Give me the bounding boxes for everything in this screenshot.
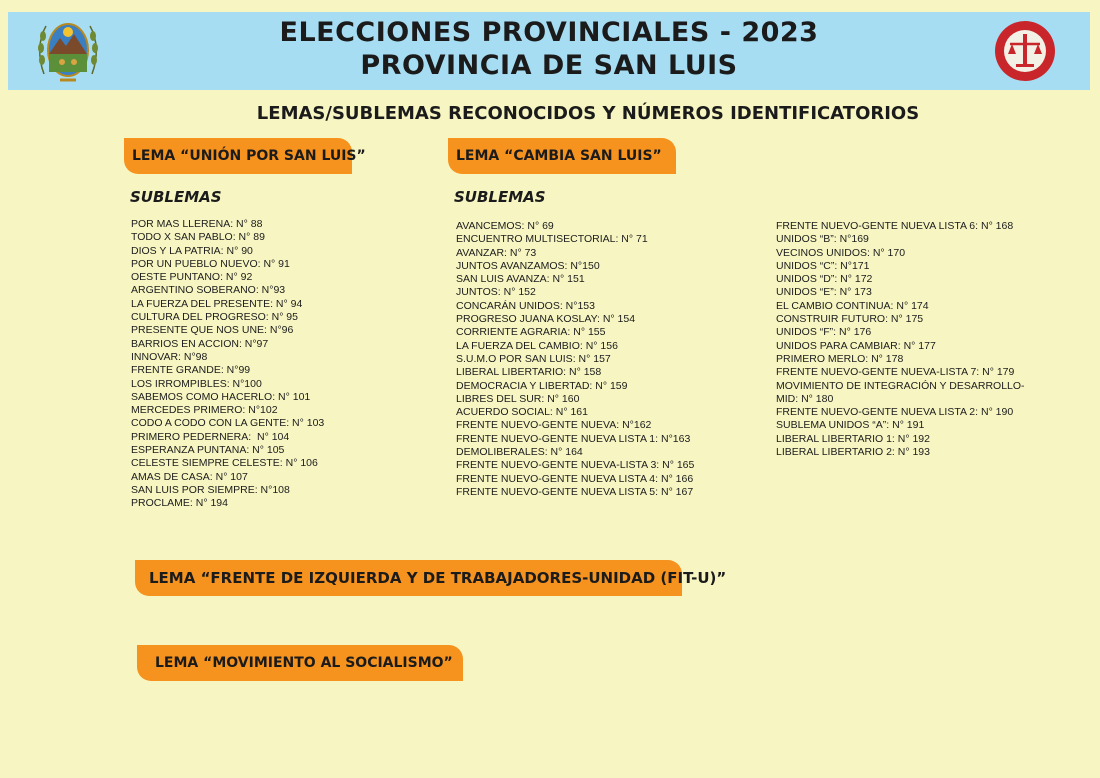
list-item: EL CAMBIO CONTINUA: N° 174 <box>776 299 929 312</box>
list-item: ENCUENTRO MULTISECTORIAL: N° 71 <box>456 233 648 246</box>
poder-judicial-seal-icon <box>994 20 1056 82</box>
list-item: MERCEDES PRIMERO: N°102 <box>131 404 278 417</box>
list-item: TODO X SAN PABLO: N° 89 <box>131 231 265 244</box>
list-item: CORRIENTE AGRARIA: N° 155 <box>456 326 606 339</box>
list-item: UNIDOS PARA CAMBIAR: N° 177 <box>776 339 936 352</box>
list-item: FRENTE NUEVO-GENTE NUEVA-LISTA 7: N° 179 <box>776 366 1015 379</box>
sublemas-list-cambia-col1 <box>456 220 694 499</box>
list-item: SAN LUIS POR SIEMPRE: N°108 <box>131 483 290 496</box>
list-item: PRESENTE QUE NOS UNE: N°96 <box>131 324 294 337</box>
list-item: UNIDOS “D”: N° 172 <box>776 273 873 286</box>
list-item: AVANZAR: N° 73 <box>456 246 537 259</box>
list-item: SUBLEMA UNIDOS “A”: N° 191 <box>776 419 925 432</box>
list-item: PROGRESO JUANA KOSLAY: N° 154 <box>456 313 636 326</box>
list-item: LIBRES DEL SUR: N° 160 <box>456 392 580 405</box>
list-item: VECINOS UNIDOS: N° 170 <box>776 246 906 259</box>
list-item: AMAS DE CASA: N° 107 <box>131 470 248 483</box>
list-item: UNIDOS “E”: N° 173 <box>776 286 872 299</box>
list-item: LA FUERZA DEL CAMBIO: N° 156 <box>456 339 618 352</box>
list-item: S.U.M.O POR SAN LUIS: N° 157 <box>456 352 611 365</box>
lema-union-tab: LEMA “UNIÓN POR SAN LUIS” <box>124 138 352 174</box>
list-item: POR MAS LLERENA: N° 88 <box>131 218 263 230</box>
list-item: FRENTE NUEVO-GENTE NUEVA-LISTA 3: N° 165 <box>456 459 695 472</box>
list-item: FRENTE NUEVO-GENTE NUEVA LISTA 1: N°163 <box>456 432 691 445</box>
list-item: FRENTE NUEVO-GENTE NUEVA: N°162 <box>456 419 652 432</box>
list-item: LIBERAL LIBERTARIO 1: N° 192 <box>776 432 930 445</box>
list-item: LOS IRROMPIBLES: N°100 <box>131 377 262 390</box>
lema-cambia-tab: LEMA “CAMBIA SAN LUIS” <box>448 138 676 174</box>
list-item: DEMOCRACIA Y LIBERTAD: N° 159 <box>456 379 628 392</box>
sublemas-heading-union: SUBLEMAS <box>130 188 222 206</box>
list-item: ARGENTINO SOBERANO: N°93 <box>131 284 286 297</box>
list-item: PROCLAME: N° 194 <box>131 497 228 510</box>
section-subtitle-text: LEMAS/SUBLEMAS RECONOCIDOS Y NÚMEROS IDENTIFICATORIOS <box>256 103 920 124</box>
list-item: MID: N° 180 <box>776 392 834 405</box>
list-item: PRIMERO PEDERNERA: N° 104 <box>131 430 290 443</box>
list-item: JUNTOS AVANZAMOS: N°150 <box>456 259 600 272</box>
list-item: AVANCEMOS: N° 69 <box>456 220 554 232</box>
list-item: CULTURA DEL PROGRESO: N° 95 <box>131 311 298 324</box>
page-title: ELECCIONES PROVINCIALES - 2023 <box>279 17 819 48</box>
list-item: CELESTE SIEMPRE CELESTE: N° 106 <box>131 457 318 470</box>
list-item: ACUERDO SOCIAL: N° 161 <box>456 406 588 419</box>
sublemas-list-union <box>131 218 324 511</box>
sublemas-list-cambia-col2 <box>776 220 1025 459</box>
page-title-province: PROVINCIA DE SAN LUIS <box>360 50 738 81</box>
list-item: LIBERAL LIBERTARIO 2: N° 193 <box>776 446 930 459</box>
list-item: UNIDOS “B”: N°169 <box>776 233 869 246</box>
list-item: CONCARÁN UNIDOS: N°153 <box>456 299 595 312</box>
list-item: ESPERANZA PUNTANA: N° 105 <box>131 444 285 457</box>
list-item: BARRIOS EN ACCION: N°97 <box>131 337 269 350</box>
list-item: UNIDOS “C”: N°171 <box>776 259 870 272</box>
list-item: LIBERAL LIBERTARIO: N° 158 <box>456 366 602 379</box>
list-item: FRENTE NUEVO-GENTE NUEVA LISTA 4: N° 166 <box>456 472 694 485</box>
section-subtitle <box>0 103 1100 124</box>
list-item: FRENTE GRANDE: N°99 <box>131 364 251 377</box>
lema-fitu-tab: LEMA “FRENTE DE IZQUIERDA Y DE TRABAJADORES-UNIDAD (FIT-U)” <box>135 560 682 596</box>
list-item: SAN LUIS AVANZA: N° 151 <box>456 273 585 286</box>
list-item: UNIDOS “F”: N° 176 <box>776 326 872 339</box>
list-item: INNOVAR: N°98 <box>131 350 208 363</box>
sublemas-heading-cambia: SUBLEMAS <box>454 188 546 206</box>
list-item: FRENTE NUEVO-GENTE NUEVA LISTA 5: N° 167 <box>456 485 694 498</box>
list-item: PRIMERO MERLO: N° 178 <box>776 352 904 365</box>
lema-mas-tab: LEMA “MOVIMIENTO AL SOCIALISMO” <box>137 645 463 681</box>
list-item: JUNTOS: N° 152 <box>456 286 536 299</box>
header-banner <box>8 12 1090 90</box>
list-item: FRENTE NUEVO-GENTE NUEVA LISTA 2: N° 190 <box>776 406 1014 419</box>
list-item: CODO A CODO CON LA GENTE: N° 103 <box>131 417 325 430</box>
list-item: FRENTE NUEVO-GENTE NUEVA LISTA 6: N° 168 <box>776 220 1014 232</box>
list-item: SABEMOS COMO HACERLO: N° 101 <box>131 390 311 403</box>
list-item: DIOS Y LA PATRIA: N° 90 <box>131 244 253 257</box>
list-item: CONSTRUIR FUTURO: N° 175 <box>776 313 924 326</box>
list-item: MOVIMIENTO DE INTEGRACIÓN Y DESARROLLO- <box>776 379 1025 392</box>
list-item: OESTE PUNTANO: N° 92 <box>131 271 253 284</box>
list-item: LA FUERZA DEL PRESENTE: N° 94 <box>131 297 303 310</box>
list-item: POR UN PUEBLO NUEVO: N° 91 <box>131 257 290 270</box>
list-item: DEMOLIBERALES: N° 164 <box>456 446 583 459</box>
